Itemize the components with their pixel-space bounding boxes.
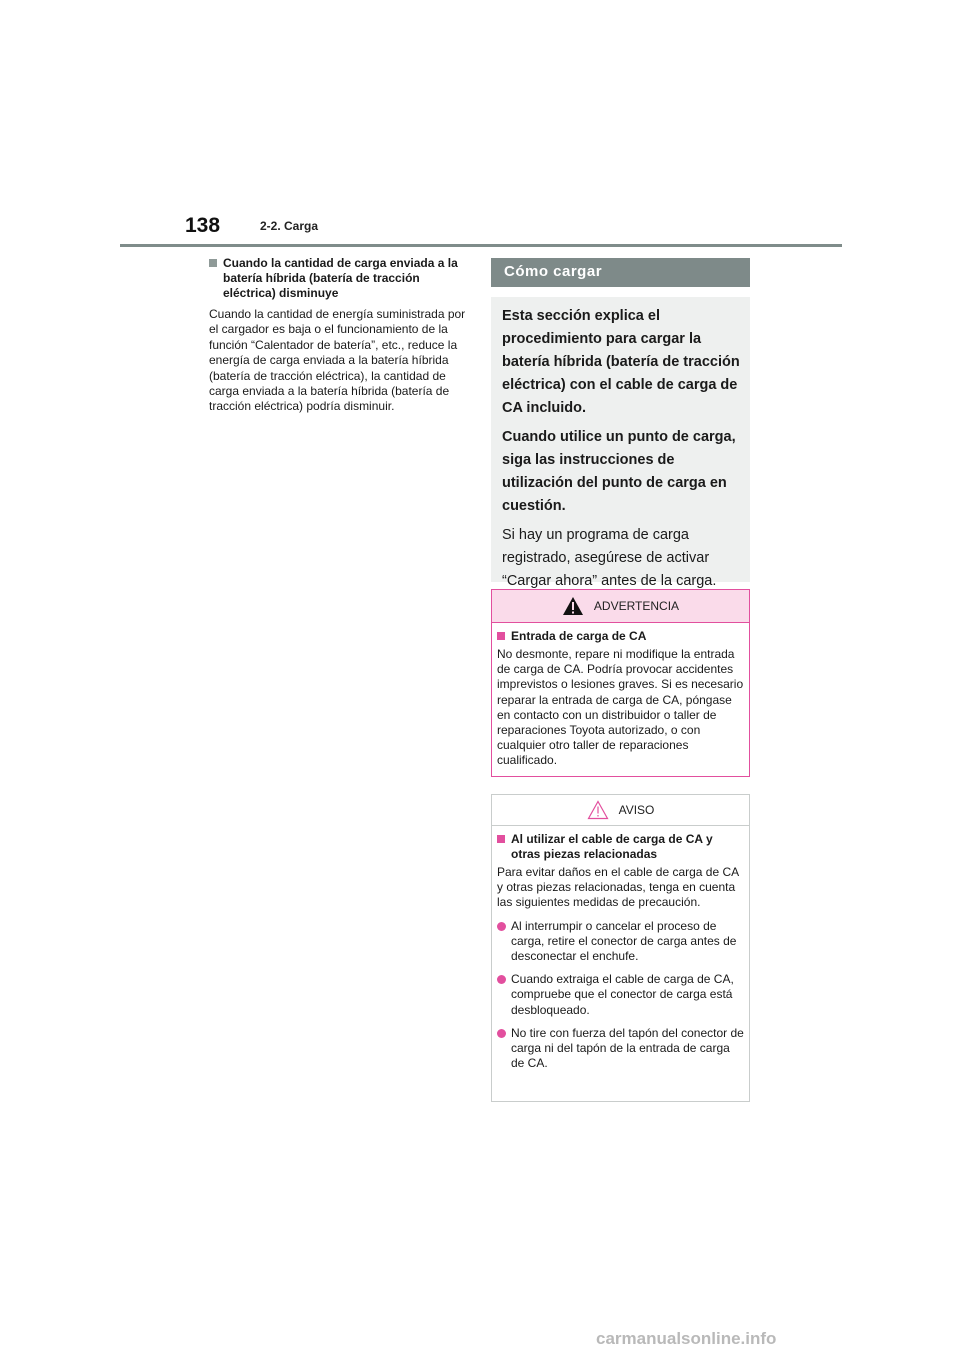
intro-paragraph-1: Esta sección explica el procedimiento para cargar la batería híbrida (batería de tracción eléctrica) con el cable de carga de CA incluido. <box>502 308 740 416</box>
list-item <box>497 919 744 965</box>
warning-body-text: No desmonte, repare ni modifique la entrada de carga de CA. Podría provocar accidentes imprevistos o lesiones graves. Si es necesario reparar la entrada de carga de CA, póngase en contacto con un distribuidor o taller de reparaciones Toyota autorizado, o con cualquier otro taller de reparaciones cualificado. <box>497 647 744 768</box>
warning-header <box>492 590 749 623</box>
left-column <box>209 256 467 415</box>
warning-title: ADVERTENCIA <box>593 599 680 613</box>
list-item-text: No tire con fuerza del tapón del conector de carga ni del tapón de la entrada de carga de CA. <box>511 1025 744 1071</box>
warning-body <box>492 623 749 769</box>
page-number: 138 <box>185 214 221 237</box>
list-item-text: Cuando extraiga el cable de carga de CA, compruebe que el conector de carga está desbloqueado. <box>511 972 734 1017</box>
notice-box <box>491 794 750 1102</box>
intro-box <box>491 297 750 589</box>
bullet-dot-icon <box>497 1029 506 1038</box>
warning-heading-text: Entrada de carga de CA <box>511 629 647 643</box>
intro-paragraph-2: Cuando utilice un punto de carga, siga las instrucciones de utilización del punto de carga en cuestión. <box>502 429 736 514</box>
intro-paragraph-3: Si hay un programa de carga registrado, asegúrese de activar “Cargar ahora” antes de la carga. <box>502 527 717 589</box>
square-bullet-icon <box>497 835 505 843</box>
warning-triangle-icon <box>562 596 584 616</box>
section-title-bar: Cómo cargar <box>491 258 750 287</box>
section-header: 2-2. Carga <box>260 219 319 233</box>
list-item-text: Al interrumpir o cancelar el proceso de carga, retire el conector de carga antes de desconectar el enchufe. <box>511 918 737 964</box>
notice-title: AVISO <box>618 803 655 817</box>
notice-heading-text: Al utilizar el cable de carga de CA y otras piezas relacionadas <box>511 832 713 861</box>
list-item <box>497 1026 744 1072</box>
list-item <box>497 972 744 1018</box>
notice-header <box>492 795 749 826</box>
left-heading-text: Cuando la cantidad de carga enviada a la batería híbrida (batería de tracción eléctrica) disminuye <box>223 256 458 300</box>
warning-box <box>491 589 750 777</box>
square-bullet-icon <box>209 259 217 267</box>
bullet-dot-icon <box>497 922 506 931</box>
warning-heading <box>497 629 744 644</box>
caution-triangle-outline-icon <box>587 800 609 820</box>
notice-body <box>492 826 749 1071</box>
notice-heading <box>497 832 744 862</box>
left-heading <box>209 256 467 301</box>
watermark: carmanualsonline.info <box>596 1329 777 1348</box>
notice-body-text: Para evitar daños en el cable de carga de CA y otras piezas relacionadas, tenga en cuenta las siguientes medidas de precaución. <box>497 865 739 910</box>
header-rule <box>120 244 842 247</box>
square-bullet-icon <box>497 632 505 640</box>
left-body-text: Cuando la cantidad de energía suministrada por el cargador es baja o el funcionamiento de la función “Calentador de batería”, etc., reduce la energía de carga enviada a la batería híbrida (batería de tracción eléctrica), la cantidad de carga enviada a la batería híbrida (batería de tracción eléctrica) podría disminuir. <box>209 307 466 414</box>
bullet-dot-icon <box>497 975 506 984</box>
